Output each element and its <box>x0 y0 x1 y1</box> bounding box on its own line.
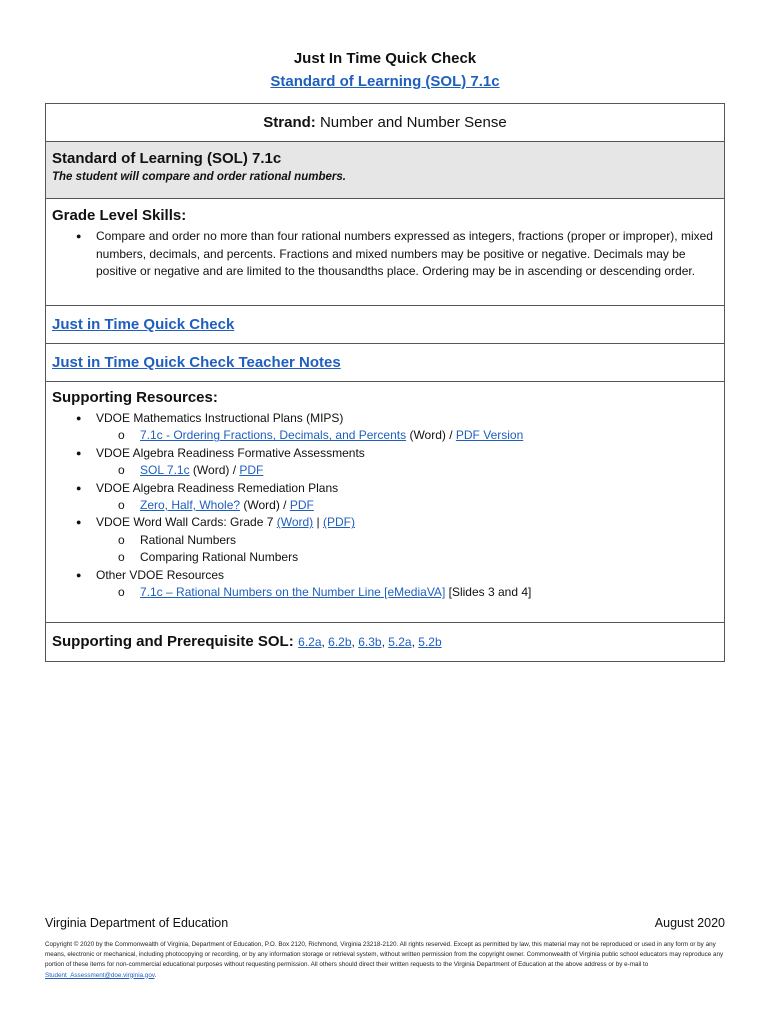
emedia-link[interactable]: 7.1c – Rational Numbers on the Number Line [eMediaVA] <box>140 585 446 600</box>
skills-item: ● Compare and order no more than four rational numbers expressed as integers, fractions (proper or improper), mixed numbers, decimals, and percents. Fractions and mixed numbers may be positive or negative. Decimals may be positive or negative and are limited to the thousandths place. Ordering may be in ascending or descending order. <box>96 228 718 281</box>
quick-check-row <box>46 306 724 344</box>
prereq-row: Supporting and Prerequisite SOL: 6.2a, 6.2b, 6.3b, 5.2a, 5.2b <box>52 633 442 650</box>
wall-pdf-link[interactable]: (PDF) <box>322 515 355 530</box>
subtitle-link-text[interactable]: Standard of Learning (SOL) 7.1c <box>270 73 500 90</box>
prereq-link[interactable]: 6.2b <box>328 635 352 649</box>
wall-subitem: o Comparing Rational Numbers <box>140 549 718 566</box>
wall-separator: | <box>313 515 323 530</box>
resource-mips <box>96 410 718 445</box>
teacher-notes-row <box>46 344 724 382</box>
mips-sublist <box>96 427 718 444</box>
prereq-link[interactable]: 5.2a <box>388 635 412 649</box>
footer-date: August 2020 <box>654 916 725 930</box>
skills-heading: Grade Level Skills: <box>52 207 187 224</box>
other-tail-text: [Slides 3 and 4] <box>445 585 532 600</box>
prereq-link[interactable]: 6.2a <box>298 635 322 649</box>
wall-subitem: o Rational Numbers <box>140 532 718 549</box>
copyright-end: . <box>154 971 157 979</box>
resource-arfa <box>96 445 718 480</box>
mips-subitem <box>140 427 718 444</box>
arfa-subitem <box>140 462 718 479</box>
other-sublist <box>96 584 718 601</box>
other-subitem <box>140 584 718 601</box>
arrp-subitem <box>140 497 718 514</box>
skills-list <box>52 228 718 281</box>
page-title: Just In Time Quick Check <box>293 50 477 67</box>
arfa-sublist <box>96 462 718 479</box>
arrp-sublist <box>96 497 718 514</box>
arfa-sol-link[interactable]: SOL 7.1c <box>140 463 190 478</box>
resources-row <box>46 382 724 623</box>
resources-heading: Supporting Resources: <box>52 389 218 406</box>
sol-row <box>46 142 724 199</box>
resource-other-label: Other VDOE Resources <box>96 567 225 582</box>
sol-description: The student will compare and order rational numbers. <box>52 171 346 183</box>
sol-table <box>45 103 725 662</box>
copyright-text: Copyright © 2020 by the Commonwealth of Virginia, Department of Education, P.O. Box 2120, Richmond, Virginia 23218-2120. All rights reserved. Except as permitted by law, this material may not be reproduced or used in any form or by any means, electronic or mechanical, including photocopying or recording, or by any information storage or retrieval system, without written permission from the copyright owner. Commonwealth of Virginia public school educators may reproduce any portion of these items for non-commercial educational purposes without requesting permission. All others should direct their written requests to the Virginia Department of Education at the above address or by e-mail to <box>45 941 724 969</box>
mips-plan-link[interactable]: 7.1c - Ordering Fractions, Decimals, and Percents <box>140 428 407 443</box>
resource-arrp <box>96 480 718 515</box>
prereq-link[interactable]: 5.2b <box>418 635 442 649</box>
resource-wall <box>96 514 718 566</box>
quick-check-link[interactable]: Just in Time Quick Check <box>52 316 235 333</box>
strand-row <box>46 104 724 142</box>
resource-other <box>96 567 718 602</box>
prereq-link[interactable]: 6.3b <box>358 635 382 649</box>
arfa-word-text: (Word) / <box>189 463 240 478</box>
assessment-email-link[interactable]: Student_Assessment@doe.virginia.gov <box>45 971 155 979</box>
resources-list <box>52 410 718 601</box>
strand-label: Strand: <box>263 114 316 131</box>
resource-wall-label: VDOE Word Wall Cards: Grade 7 <box>96 515 277 530</box>
resource-mips-label: VDOE Mathematics Instructional Plans (MIPS) <box>96 411 344 425</box>
arrp-word-text: (Word) / <box>240 498 290 513</box>
page-subtitle-link[interactable] <box>0 73 770 90</box>
mips-word-text: (Word) / <box>406 428 456 443</box>
wall-word-link[interactable]: (Word) <box>276 515 314 530</box>
resource-arrp-label: VDOE Algebra Readiness Remediation Plans <box>96 480 339 495</box>
arfa-pdf-link[interactable]: PDF <box>239 463 264 478</box>
resource-arfa-label: VDOE Algebra Readiness Formative Assessments <box>96 445 365 460</box>
strand-value: Number and Number Sense <box>319 114 507 131</box>
arrp-plan-link[interactable]: Zero, Half, Whole? <box>140 498 241 513</box>
wall-sublist <box>96 532 718 567</box>
sol-title: Standard of Learning (SOL) 7.1c <box>52 150 282 167</box>
skills-row <box>46 199 724 306</box>
footer-org: Virginia Department of Education <box>45 916 229 930</box>
teacher-notes-link[interactable]: Just in Time Quick Check Teacher Notes <box>52 354 341 371</box>
arrp-pdf-link[interactable]: PDF <box>289 498 314 513</box>
copyright-notice <box>45 940 727 981</box>
prereq-label: Supporting and Prerequisite SOL: <box>52 633 294 650</box>
mips-pdf-link[interactable]: PDF Version <box>455 428 524 443</box>
